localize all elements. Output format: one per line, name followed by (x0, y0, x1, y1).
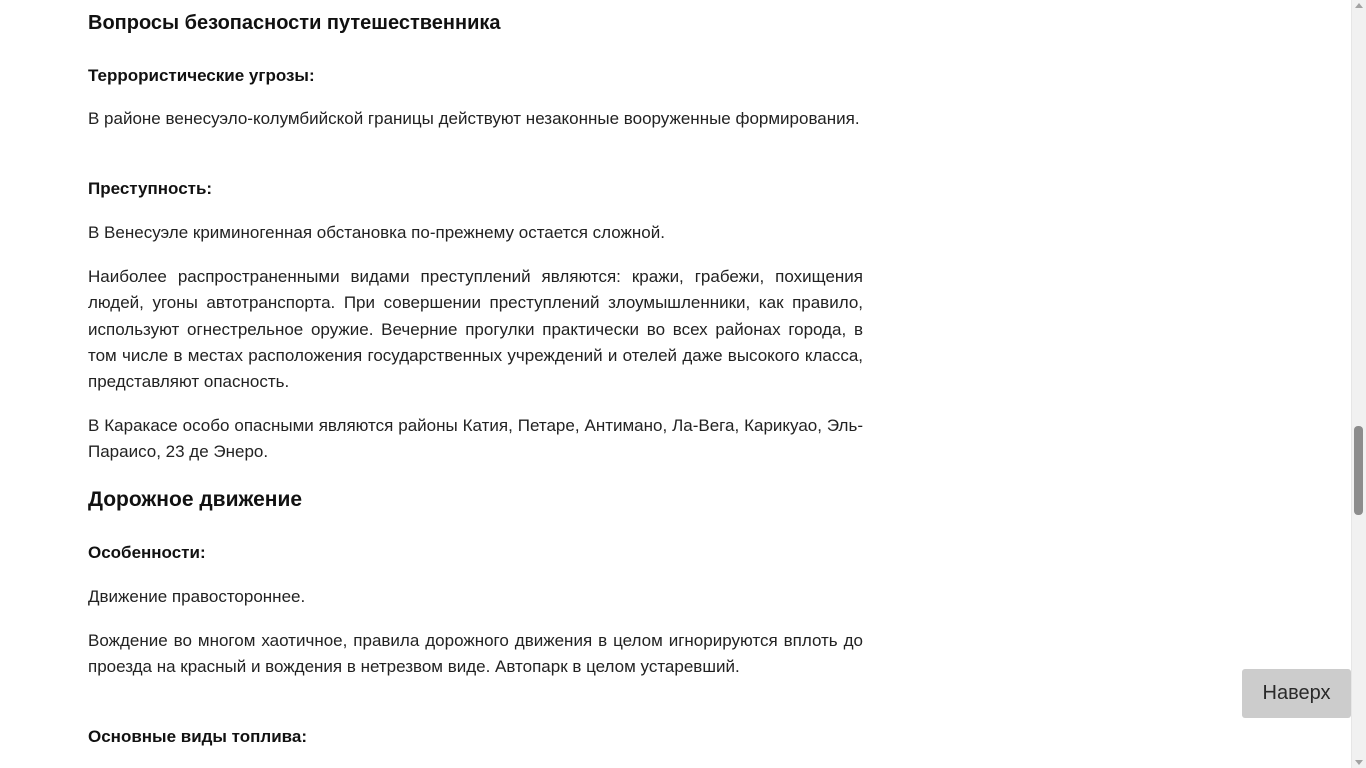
page-scrollbar[interactable] (1351, 0, 1366, 768)
fuel-types-heading: Основные виды топлива: (88, 727, 308, 746)
scroll-down-arrow-icon[interactable] (1355, 760, 1363, 765)
crime-heading: Преступность: (88, 179, 213, 198)
scrollbar-thumb[interactable] (1354, 426, 1363, 515)
terror-threats-paragraph: В районе венесуэло-колумбийской границы действуют незаконные вооруженные формирования. (88, 109, 860, 128)
features-paragraph-2: Вождение во многом хаотичное, правила дорожного движения в целом игнорируются вплоть до проезда на красный и вождения в нетрезвом виде. Автопарк в целом устаревший. (88, 631, 863, 677)
back-to-top-button[interactable]: Наверх (1242, 669, 1351, 718)
terror-threats-heading: Террористические угрозы: (88, 66, 315, 85)
features-paragraph-1: Движение правостороннее. (88, 587, 306, 606)
road-traffic-section-title: Дорожное движение (88, 488, 303, 511)
scroll-up-arrow-icon[interactable] (1355, 3, 1363, 8)
crime-paragraph-3: В Каракасе особо опасными являются районы Катия, Петаре, Антимано, Ла-Вега, Карикуао, Эль-Параисо, 23 де Энеро. (88, 416, 863, 462)
crime-paragraph-2: Наиболее распространенными видами преступлений являются: кражи, грабежи, похищения людей, угоны автотранспорта. При совершении преступлений злоумышленники, как правило, используют огнестрельное оружие. Вечерние прогулки практически во всех районах города, в том числе в местах расположения государственных учреждений и отелей даже высокого класса, представляют опасность. (88, 267, 863, 392)
security-section-title: Вопросы безопасности путешественника (88, 12, 501, 34)
crime-paragraph-1: В Венесуэле криминогенная обстановка по-прежнему остается сложной. (88, 223, 665, 242)
features-heading: Особенности: (88, 543, 206, 562)
